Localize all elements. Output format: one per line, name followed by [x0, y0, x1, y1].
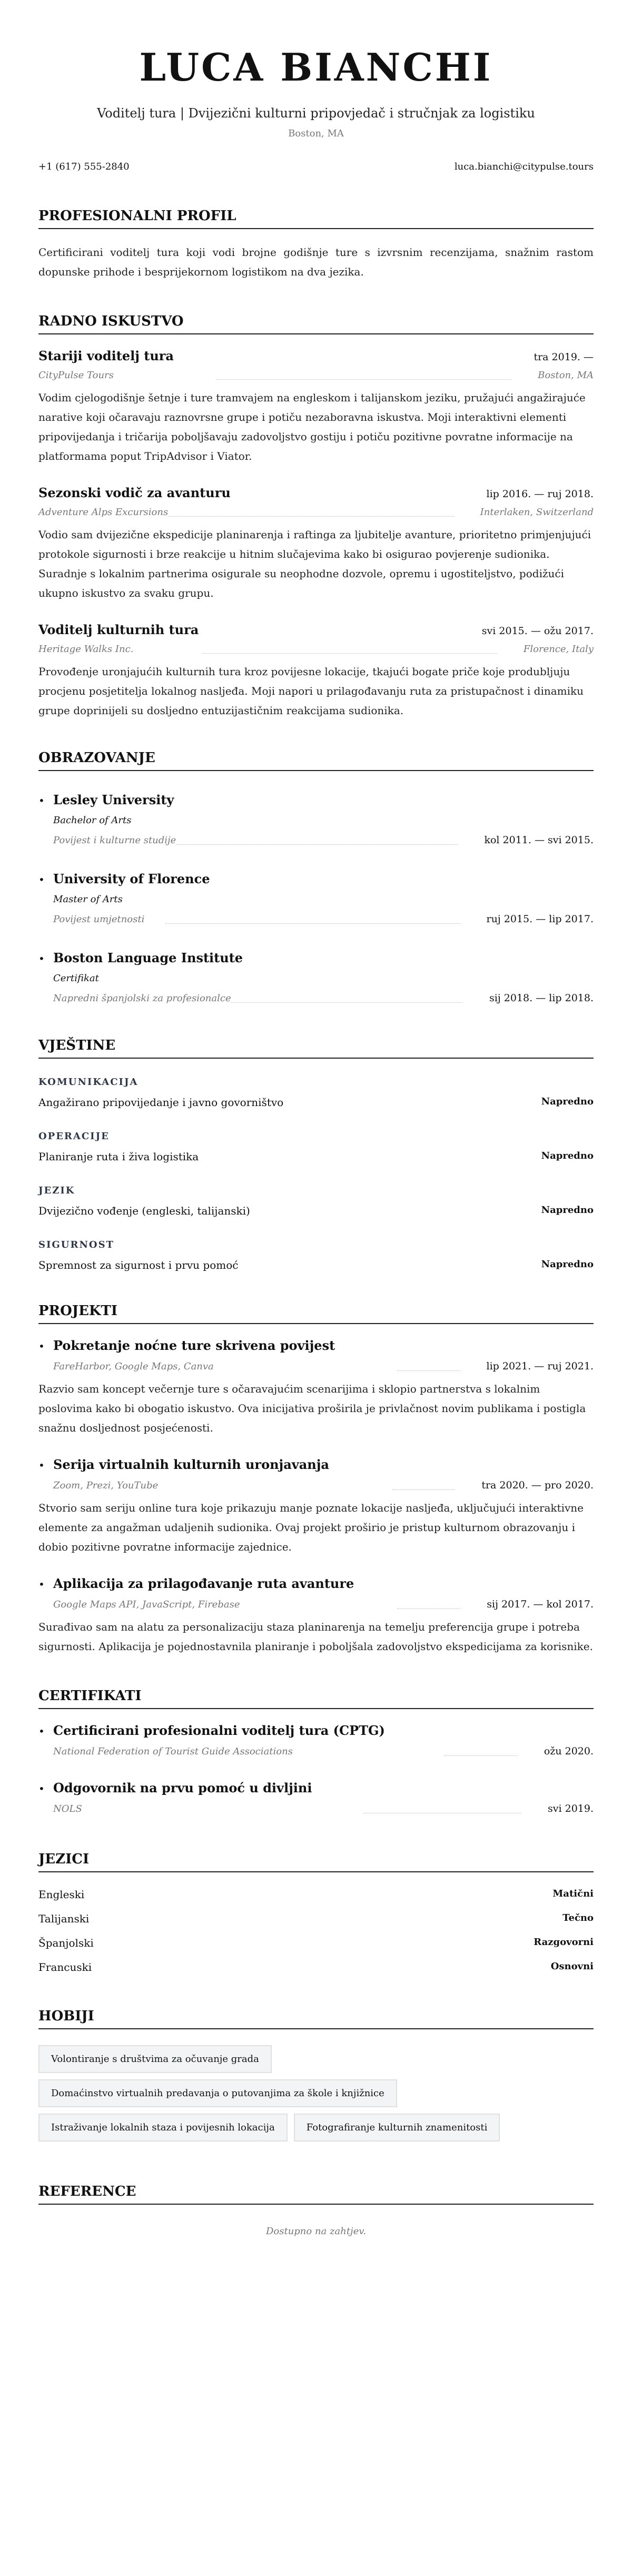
- job-description: Vodio sam dvijezične ekspedicije planinarenja i raftinga za ljubitelje avanture, prioritetno primjenjujući protokole sigurnosti i brze reakcije u hitnim slučajevima kako bi osigurao povjerenje sudionika. Suradnje s lokalnim partnerima osigurale su neophodne dozvole, opremu i ugostiteljstvo, podižući ukupno iskustvo za svaku grupu.: [38, 528, 591, 600]
- section-heading: REFERENCE: [38, 2184, 594, 2205]
- project-entry: [38, 1457, 594, 1557]
- section-heading: OBRAZOVANJE: [38, 750, 594, 771]
- section-heading: JEZICI: [38, 1851, 594, 1872]
- skill-group: [38, 1185, 594, 1217]
- skill-name: Dvijezično vođenje (engleski, talijanski): [38, 1205, 250, 1218]
- bullet-icon: •: [38, 1578, 45, 1591]
- bullet-icon: •: [38, 794, 45, 807]
- headline: Voditelj tura | Dvijezični kulturni pripovjedač i stručnjak za logistiku: [97, 106, 535, 121]
- skill-name: Angažirano pripovijedanje i javno govorništvo: [38, 1096, 284, 1109]
- language-name: Engleski: [38, 1888, 85, 1901]
- section-heading: HOBIJI: [38, 2008, 594, 2029]
- job-entry: [38, 485, 594, 603]
- job-entry: [38, 348, 594, 466]
- language-level: Tečno: [562, 1912, 594, 1924]
- skill-name: Planiranje ruta i živa logistika: [38, 1150, 199, 1163]
- education-section: [38, 750, 594, 1004]
- project-entry: [38, 1576, 594, 1656]
- languages-section: [38, 1851, 594, 1973]
- education-entry: [38, 871, 594, 925]
- project-dates: lip 2021. — ruj 2021.: [486, 1360, 594, 1373]
- dotted-leader: [165, 923, 460, 924]
- bullet-icon: •: [38, 873, 45, 886]
- dotted-leader: [202, 653, 497, 654]
- education-dates: ruj 2015. — lip 2017.: [486, 913, 594, 925]
- job-location: Florence, Italy: [523, 644, 594, 655]
- language-name: Talijanski: [38, 1912, 90, 1926]
- bullet-icon: •: [38, 1459, 45, 1472]
- skill-level: Napredno: [541, 1205, 594, 1216]
- section-heading: PROFESIONALNI PROFIL: [38, 208, 594, 229]
- dotted-leader: [444, 1755, 518, 1756]
- skill-group: [38, 1239, 594, 1271]
- projects-section: [38, 1303, 594, 1656]
- skill-category: JEZIK: [38, 1185, 75, 1197]
- section-heading: CERTIFIKATI: [38, 1688, 594, 1709]
- job-description: Vodim cjelogodišnje šetnje i ture tramvajem na engleskom i talijanskom jeziku, pružajući angažirajuće narative koji očaravaju raznovrsne grupe i potiču nezaboravna iskustva. Moji interaktivni elementi pripovijedanja i tričarija poboljšavaju zadovoljstvo gostiju i potiču pozitivne povratne informacije na platformama poput TripAdvisor i Viator.: [38, 391, 586, 463]
- job-description: Provođenje uronjajućih kulturnih tura kroz povijesne lokacije, tkajući bogate priče koje produbljuju procjenu posjetitelja lokalnog nasljeđa. Moji napori u prilagođavanju ruta za pristupačnost i dinamiku grupe doprinijeli su dosljedno entuzijastičnim reakcijama sudionika.: [38, 665, 584, 717]
- dotted-leader: [176, 844, 458, 845]
- email[interactable]: luca.bianchi@citypulse.tours: [454, 161, 594, 173]
- certificate-entry: [38, 1723, 594, 1757]
- job-location: Boston, MA: [538, 370, 594, 381]
- field-of-study: Povijest umjetnosti: [53, 914, 145, 925]
- section-heading: RADNO ISKUSTVO: [38, 313, 594, 334]
- language-row: [38, 1961, 594, 1973]
- project-description: Stvorio sam seriju online tura koje prikazuju manje poznate lokacije nasljeđa, uključujući interaktivne elemente za angažman udaljenih sudionika. Ovaj projekt proširio je pristup kulturnom obrazovanju i dobio pozitivne povratne informacije zajednice.: [38, 1502, 584, 1554]
- field-of-study: Napredni španjolski za profesionalce: [53, 993, 231, 1004]
- location: Boston, MA: [288, 128, 344, 140]
- project-title: Serija virtualnih kulturnih uronjavanja: [53, 1457, 329, 1473]
- degree: Certifikat: [53, 973, 99, 984]
- language-name: Španjolski: [38, 1937, 94, 1950]
- certificate-title: Odgovornik na prvu pomoć u divljini: [53, 1780, 312, 1796]
- profile-section: [38, 208, 594, 282]
- hobby-tag: Volontiranje s društvima za očuvanje grada: [38, 2045, 272, 2073]
- certificate-date: ožu 2020.: [544, 1745, 594, 1758]
- dotted-leader: [397, 1370, 460, 1371]
- project-title: Aplikacija za prilagođavanje ruta avanture: [53, 1576, 354, 1592]
- skill-group: [38, 1131, 594, 1163]
- school: Lesley University: [53, 792, 174, 808]
- language-row: [38, 1912, 594, 1925]
- language-level: Matični: [552, 1888, 594, 1900]
- bullet-icon: •: [38, 952, 45, 965]
- certificate-issuer: NOLS: [53, 1803, 82, 1815]
- dotted-leader: [231, 1002, 463, 1003]
- dotted-leader: [168, 516, 453, 517]
- degree: Master of Arts: [53, 894, 123, 905]
- skill-category: OPERACIJE: [38, 1131, 110, 1142]
- job-dates: svi 2015. — ožu 2017.: [481, 625, 594, 637]
- company: Adventure Alps Excursions: [38, 507, 169, 518]
- skill-category: SIGURNOST: [38, 1239, 114, 1251]
- project-dates: sij 2017. — kol 2017.: [487, 1598, 594, 1611]
- certificate-date: svi 2019.: [548, 1803, 594, 1815]
- references-text: Dostupno na zahtjev.: [265, 2226, 367, 2237]
- job-dates: lip 2016. — ruj 2018.: [486, 488, 594, 500]
- hobby-tag: Fotografiranje kulturnih znamenitosti: [294, 2114, 500, 2141]
- project-tools: Google Maps API, JavaScript, Firebase: [53, 1599, 240, 1611]
- bullet-icon: •: [38, 1340, 45, 1353]
- skill-level: Napredno: [541, 1150, 594, 1162]
- language-level: Razgovorni: [534, 1937, 594, 1948]
- education-dates: sij 2018. — lip 2018.: [489, 992, 594, 1004]
- certificate-entry: [38, 1780, 594, 1814]
- project-title: Pokretanje noćne ture skrivena povijest: [53, 1338, 335, 1354]
- skill-level: Napredno: [541, 1259, 594, 1270]
- language-row: [38, 1888, 594, 1901]
- phone[interactable]: +1 (617) 555-2840: [38, 161, 130, 173]
- project-description: Razvio sam koncept večernje ture s očaravajućim scenarijima i sklopio partnerstva s lokalnim poslovima kako bi obogatio iskustvo. Ova inicijativa proširila je privlačnost novim publikama i postigla snažnu dosljednost posjećenosti.: [38, 1383, 586, 1435]
- skill-group: [38, 1077, 594, 1109]
- job-title: Stariji voditelj tura: [38, 348, 174, 364]
- education-entry: [38, 950, 594, 1004]
- section-heading: VJEŠTINE: [38, 1038, 594, 1059]
- school: Boston Language Institute: [53, 950, 243, 966]
- certificate-title: Certificirani profesionalni voditelj tura (CPTG): [53, 1723, 385, 1739]
- company: Heritage Walks Inc.: [38, 644, 134, 655]
- dotted-leader: [397, 1608, 460, 1609]
- dotted-leader: [216, 379, 511, 380]
- project-entry: [38, 1338, 594, 1438]
- language-row: [38, 1937, 594, 1949]
- job-title: Sezonski vodič za avanturu: [38, 485, 231, 501]
- degree: Bachelor of Arts: [53, 815, 132, 826]
- project-tools: FareHarbor, Google Maps, Canva: [53, 1361, 214, 1373]
- education-entry: [38, 792, 594, 846]
- contact-row: [38, 161, 594, 172]
- hobbies-section: [38, 2008, 594, 2141]
- candidate-name: LUCA BIANCHI: [139, 45, 493, 90]
- certificate-issuer: National Federation of Tourist Guide Associations: [53, 1746, 293, 1758]
- profile-text: Certificirani voditelj tura koji vodi brojne godišnje ture s izvrsnim recenzijama, snažnim rastom dopunske prihode i besprijekornom logistikom na dva jezika.: [38, 246, 594, 279]
- skill-category: KOMUNIKACIJA: [38, 1077, 139, 1088]
- language-level: Osnovni: [550, 1961, 594, 1972]
- job-dates: tra 2019. —: [534, 351, 594, 363]
- bullet-icon: •: [38, 1782, 45, 1795]
- job-location: Interlaken, Switzerland: [480, 507, 594, 518]
- job-title: Voditelj kulturnih tura: [38, 622, 199, 638]
- section-heading: PROJEKTI: [38, 1303, 594, 1324]
- hobby-tag: Istraživanje lokalnih staza i povijesnih lokacija: [38, 2114, 288, 2141]
- job-entry: [38, 622, 594, 721]
- certificates-section: [38, 1688, 594, 1814]
- dotted-leader: [392, 1489, 455, 1490]
- skills-section: [38, 1038, 594, 1271]
- hobby-tag: Domaćinstvo virtualnih predavanja o putovanjima za škole i knjižnice: [38, 2079, 397, 2107]
- skill-name: Spremnost za sigurnost i prvu pomoć: [38, 1259, 239, 1272]
- field-of-study: Povijest i kulturne studije: [53, 835, 176, 846]
- skill-level: Napredno: [541, 1096, 594, 1108]
- company: CityPulse Tours: [38, 370, 114, 381]
- experience-section: [38, 313, 594, 721]
- education-dates: kol 2011. — svi 2015.: [484, 834, 594, 846]
- project-tools: Zoom, Prezi, YouTube: [53, 1480, 159, 1492]
- school: University of Florence: [53, 871, 210, 887]
- language-name: Francuski: [38, 1961, 92, 1974]
- bullet-icon: •: [38, 1725, 45, 1738]
- project-description: Surađivao sam na alatu za personalizaciju staza planinarenja na temelju preferencija grupe i potreba sigurnosti. Aplikacija je pojednostavnila planiranje i poboljšala zadovoljstvo ekspedicijama za korisnike.: [38, 1621, 593, 1653]
- project-dates: tra 2020. — pro 2020.: [481, 1479, 594, 1492]
- references-section: [38, 2184, 594, 2237]
